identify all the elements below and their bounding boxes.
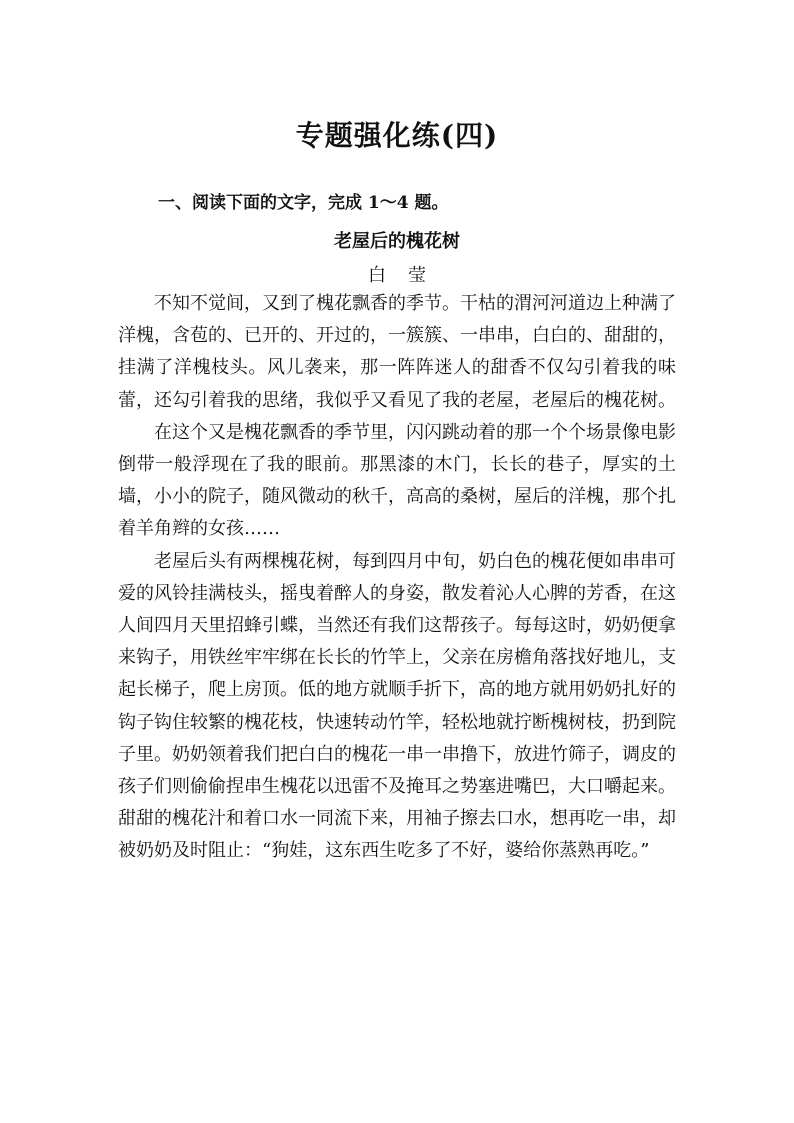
paragraph-3: 老屋后头有两棵槐花树，每到四月中旬，奶白色的槐花便如串串可爱的风铃挂满枝头，摇曳着醉人的身姿，散发着沁人心脾的芳香，在这人间四月天里招蜂引蝶，当然还有我们这帮孩子。每每这时，奶奶便拿来钩子，用铁丝牢牢绑在长长的竹竿上，父亲在房檐角落找好地儿，支起长梯子，爬上房顶。低的地方就顺手折下，高的地方就用奶奶扎好的钩子钩住较繁的槐花枝，快速转动竹竿，轻松地就拧断槐树枝，扔到院子里。奶奶领着我们把白白的槐花一串一串撸下，放进竹筛子，调皮的孩子们则偷偷捏串生槐花以迅雷不及掩耳之势塞进嘴巴，大口嚼起来。甜甜的槐花汁和着口水一同流下来，用袖子擦去口水，想再吃一串，却被奶奶及时阻止：“狗娃，这东西生吃多了不好，婆给你蒸熟再吃。” bbox=[118, 550, 676, 862]
paragraph-1: 不知不觉间，又到了槐花飘香的季节。干枯的渭河河道边上种满了洋槐，含苞的、已开的、开过的，一簇簇、一串串，白白的、甜甜的，挂满了洋槐枝头。风儿袭来，那一阵阵迷人的甜香不仅勾引着我的味蕾，还勾引着我的思绪，我似乎又看见了我的老屋，老屋后的槐花树。 bbox=[118, 293, 676, 411]
essay-body bbox=[118, 288, 676, 868]
document-title: 专题强化练(四) bbox=[295, 119, 499, 152]
section-heading: 一、阅读下面的文字，完成 1～4 题。 bbox=[158, 193, 449, 213]
paragraph-2: 在这个又是槐花飘香的季节里，闪闪跳动着的那一个个场景像电影倒带一般浮现在了我的眼前。那黑漆的木门，长长的巷子，厚实的土墙，小小的院子，随风微动的秋千，高高的桑树，屋后的洋槐，那个扎着羊角辫的女孩…… bbox=[118, 421, 676, 540]
essay-author: 白莹 bbox=[368, 265, 448, 286]
essay-title: 老屋后的槐花树 bbox=[334, 231, 460, 252]
